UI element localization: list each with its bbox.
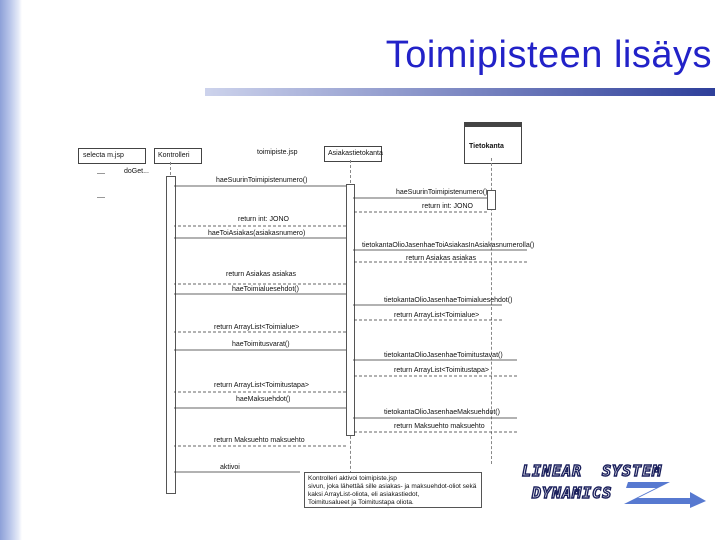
message-label: tietokantaOlioJasenhaeToimitustavat()	[384, 352, 503, 359]
message-label: return Asiakas asiakas	[406, 255, 477, 262]
message-label: tietokantaOlioJasenhaeToiAsiakasInAsiakasnumerolla()	[362, 242, 535, 249]
logo-z-arrow	[624, 482, 706, 508]
logo-word-dynamics: DYNAMICS	[532, 484, 613, 502]
message-label: haeSuurinToimipistenumero()	[396, 189, 488, 196]
lifeline-label: selecta m.jsp	[83, 152, 124, 159]
left-note: doGet...	[124, 168, 149, 175]
lifeline-label: Asiakastietokanta	[328, 150, 383, 157]
message-label: tietokantaOlioJasenhaeToimialuesehdot()	[384, 297, 513, 304]
message-label: haeToimialuesehdot()	[232, 286, 299, 293]
message-label: haeToimitusvarat()	[232, 341, 290, 348]
lifeline-label: Tietokanta	[469, 143, 504, 150]
logo-word-system: SYSTEM	[602, 462, 663, 480]
slide-title: Toimipisteen lisäys	[385, 34, 712, 76]
message-label: return Maksuehto maksuehto	[394, 423, 485, 430]
message-label: return Maksuehto maksuehto	[214, 437, 305, 444]
message-label: haeSuurinToimipistenumero()	[216, 177, 308, 184]
message-label: return int: JONO	[422, 203, 473, 210]
message-label: aktivoi	[220, 464, 240, 471]
message-label: return ArrayList<Toimialue>	[394, 312, 480, 319]
message-label: return ArrayList<Toimialue>	[214, 324, 300, 331]
message-label: return ArrayList<Toimitustapa>	[394, 367, 489, 374]
lifeline-label: Kontrolleri	[158, 152, 190, 159]
lifeline-label-toimipiste: toimipiste.jsp	[257, 149, 298, 156]
logo-word-linear: LINEAR	[522, 462, 583, 480]
message-label: return Asiakas asiakas	[226, 271, 297, 278]
note-line: Kontrolleri aktivoi toimipiste.jsp	[308, 475, 397, 482]
message-label: haeToiAsiakas(asiakasnumero)	[208, 230, 306, 237]
message-label: tietokantaOlioJasenhaeMaksuehdot()	[384, 409, 500, 416]
linear-system-dynamics-logo	[520, 458, 710, 510]
message-label: return int: JONO	[238, 216, 289, 223]
note-line: Toimitusalueet ja Toimitustapa oliota.	[308, 499, 414, 506]
message-label: haeMaksuehdot()	[236, 396, 291, 403]
message-label: return ArrayList<Toimitustapa>	[214, 382, 309, 389]
note-line: kaksi ArrayList-oliota, eli asiakastiedot,	[308, 491, 420, 498]
diagram-note	[304, 472, 482, 508]
note-line: sivun, joka lähettää sille asiakas- ja maksuehdot-oliot sekä	[308, 483, 477, 490]
